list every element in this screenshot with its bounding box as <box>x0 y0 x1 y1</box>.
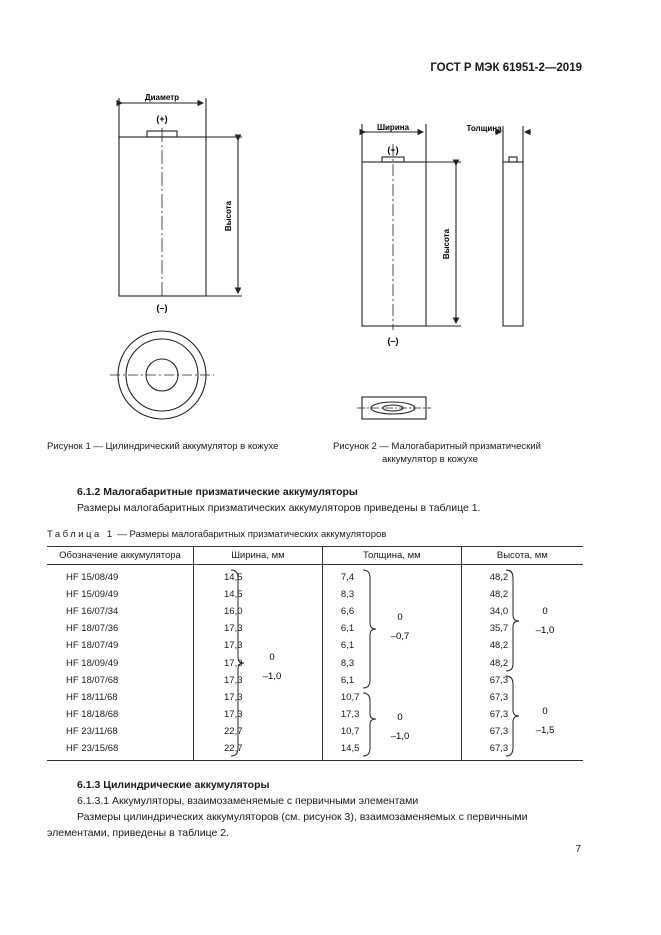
height-cell: 67,3 <box>461 689 583 706</box>
width-cell: 14,5 <box>194 565 323 587</box>
figure-1-caption: Рисунок 1 — Цилиндрический аккумулятор в кожухе <box>47 441 279 452</box>
height-cell: 48,2 <box>461 586 583 603</box>
section-6-1-2-title: 6.1.2 Малогабаритные призматические аккумуляторы <box>77 486 358 498</box>
minus-terminal-label: (–) <box>387 336 399 346</box>
thickness-cell: 17,3 <box>322 706 461 723</box>
designation-cell: HF 23/15/68 <box>47 740 194 761</box>
height-label: Высота <box>224 200 233 232</box>
section-6-1-3-1-title: 6.1.3.1 Аккумуляторы, взаимозаменяемые с первичными элементами <box>77 795 419 807</box>
designation-cell: HF 18/11/68 <box>66 691 118 703</box>
tolerance-braces <box>0 560 661 765</box>
designation-cell: HF 15/09/49 <box>66 589 119 601</box>
width-cell: 17,3 <box>194 672 323 689</box>
table-1-label: Таблица 1 <box>47 529 115 540</box>
designation-cell: HF 16/07/34 <box>66 606 119 618</box>
height-tolerance-1-lower: –1,0 <box>535 625 555 636</box>
width-cell: 17,3 <box>194 706 323 723</box>
col-header-height: Высота, мм <box>461 547 583 565</box>
thickness-cell: 14,5 <box>322 740 461 761</box>
thickness-cell: 6,1 <box>322 637 461 654</box>
designation-cell: HF 23/11/68 <box>66 725 118 737</box>
thickness-cell: 6,1 <box>322 620 461 637</box>
col-header-thickness: Толщина, мм <box>322 547 461 565</box>
height-cell: 67,3 <box>461 723 583 740</box>
width-tolerance-brace <box>231 570 244 756</box>
thickness-tolerance-1-lower: –0,7 <box>390 631 410 642</box>
col-header-designation: Обозначение аккумулятора <box>47 547 194 565</box>
thickness-cell: 8,3 <box>322 654 461 671</box>
height-tolerance-2-upper: 0 <box>542 706 548 717</box>
height-label: Высота <box>442 228 451 260</box>
thickness-cell: 10,7 <box>322 723 461 740</box>
thickness-tolerance-2-upper: 0 <box>397 712 403 723</box>
width-cell: 16,0 <box>194 603 323 620</box>
table-1-title: — Размеры малогабаритных призматических аккумуляторов <box>114 529 387 540</box>
figure-2-drawing <box>345 118 545 428</box>
designation-cell: HF 18/09/49 <box>66 657 119 669</box>
section-6-1-2-text: Размеры малогабаритных призматических аккумуляторов приведены в таблице 1. <box>77 502 481 514</box>
designation-cell: HF 18/07/68 <box>66 674 119 686</box>
width-cell: 17,3 <box>194 637 323 654</box>
designation-cell: HF 15/08/49 <box>66 572 119 584</box>
width-cell: 17,3 <box>194 620 323 637</box>
width-tolerance-lower: –1,0 <box>262 671 282 682</box>
document-header: ГОСТ Р МЭК 61951-2—2019 <box>430 62 582 74</box>
height-cell: 35,7 <box>461 620 583 637</box>
diameter-label: Диаметр <box>144 93 180 102</box>
thickness-cell: 10,7 <box>322 689 461 706</box>
height-tolerance-brace-2 <box>506 676 519 756</box>
width-cell: 22,7 <box>194 740 323 761</box>
figure-1-drawing <box>100 88 260 428</box>
col-header-width: Ширина, мм <box>194 547 323 565</box>
thickness-cell: 6,6 <box>322 603 461 620</box>
designation-cell: HF 18/07/36 <box>66 623 119 635</box>
height-tolerance-brace-1 <box>506 570 519 671</box>
table-1-caption <box>47 529 386 540</box>
height-cell: 34,0 <box>461 603 583 620</box>
thickness-tolerance-2-lower: –1,0 <box>390 731 410 742</box>
plus-terminal-label: (+) <box>156 114 168 124</box>
height-cell: 67,3 <box>461 740 583 761</box>
section-6-1-3-text-line2: элементами, приведены в таблице 2. <box>47 827 230 839</box>
thickness-tolerance-brace-1 <box>363 570 376 688</box>
plus-terminal-label: (+) <box>387 145 399 155</box>
figure-2-caption-line2: аккумулятор в кожухе <box>382 454 478 465</box>
width-label: Ширина <box>376 123 410 132</box>
thickness-tolerance-1-upper: 0 <box>397 612 403 623</box>
thickness-cell: 8,3 <box>322 586 461 603</box>
thickness-tolerance-brace-2 <box>363 693 376 756</box>
width-cell: 22,7 <box>194 723 323 740</box>
width-cell: 17,3 <box>194 654 323 671</box>
figure-2-caption-line1: Рисунок 2 — Малогабаритный призматический <box>333 441 541 452</box>
height-cell: 48,2 <box>461 565 583 587</box>
section-6-1-3-title: 6.1.3 Цилиндрические аккумуляторы <box>77 779 270 791</box>
height-tolerance-2-lower: –1,5 <box>535 725 555 736</box>
width-tolerance-upper: 0 <box>269 652 275 663</box>
designation-cell: HF 18/07/49 <box>66 640 119 652</box>
section-6-1-3-text-line1: Размеры цилиндрических аккумуляторов (см. рисунок 3), взаимозаменяемых с первичными <box>77 811 528 823</box>
thickness-cell: 7,4 <box>322 565 461 587</box>
page-number: 7 <box>575 844 581 855</box>
height-cell: 48,2 <box>461 654 583 671</box>
width-cell: 14,5 <box>194 586 323 603</box>
height-tolerance-1-upper: 0 <box>542 606 548 617</box>
minus-terminal-label: (–) <box>156 303 168 313</box>
thickness-label: Толщина <box>466 124 502 133</box>
height-cell: 67,3 <box>461 706 583 723</box>
height-cell: 67,3 <box>461 672 583 689</box>
thickness-cell: 6,1 <box>322 672 461 689</box>
height-cell: 48,2 <box>461 637 583 654</box>
designation-cell: HF 18/18/68 <box>66 708 119 720</box>
width-cell: 17,3 <box>194 689 323 706</box>
